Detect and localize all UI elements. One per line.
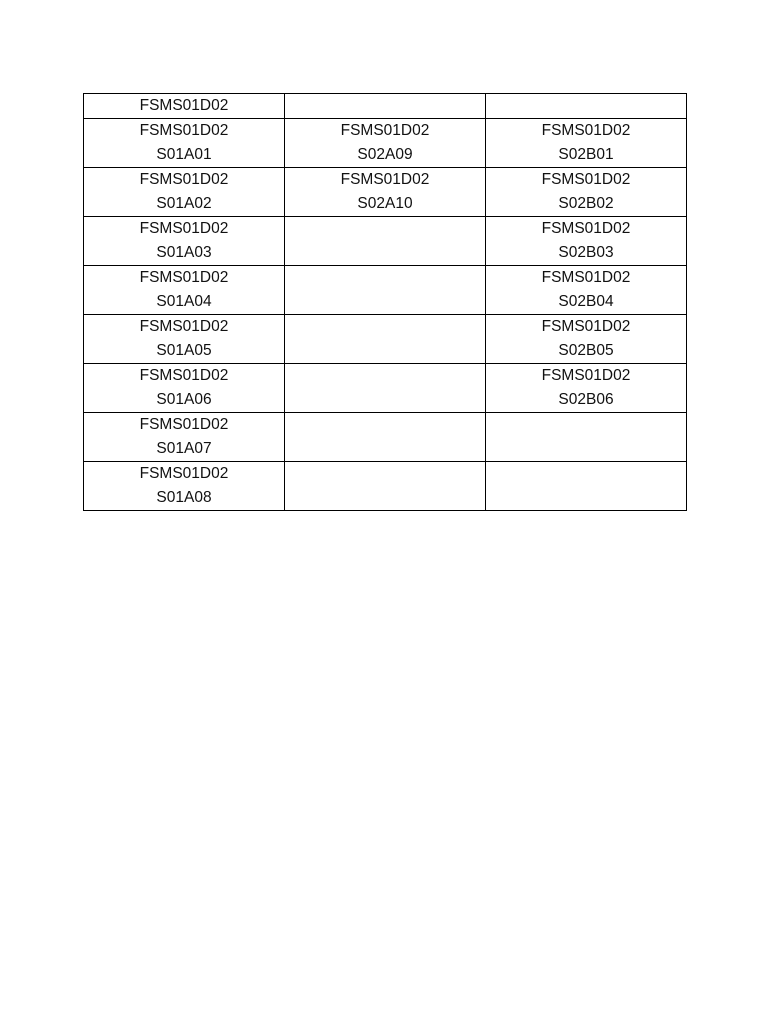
table-cell: FSMS01D02 — [84, 94, 285, 119]
table-cell — [285, 168, 486, 217]
cell-text-line: FSMS01D02 — [139, 220, 229, 237]
cell-text-line: S02B04 — [558, 293, 614, 310]
table-cell — [285, 413, 486, 462]
table-cell — [285, 217, 486, 266]
cell-text-line: S01A01 — [156, 146, 212, 163]
cell-text-line: FSMS01D02 — [139, 367, 229, 384]
table-cell — [486, 217, 687, 266]
table-cell — [486, 364, 687, 413]
table-cell — [486, 266, 687, 315]
table-cell — [285, 119, 486, 168]
cell-text-line: S01A05 — [156, 342, 212, 359]
table-cell — [84, 413, 285, 462]
table-row — [84, 217, 687, 266]
table-cell — [486, 462, 687, 511]
table-cell — [84, 462, 285, 511]
table-row — [84, 413, 687, 462]
table-cell — [486, 413, 687, 462]
table-row — [84, 94, 687, 119]
document-table — [83, 93, 687, 511]
table-cell — [285, 315, 486, 364]
table-cell — [285, 462, 486, 511]
cell-text-line: S02B03 — [558, 244, 614, 261]
cell-text-line: FSMS01D02 — [139, 416, 229, 433]
cell-text-line: FSMS01D02 — [541, 367, 631, 384]
cell-text-line: FSMS01D02 — [340, 122, 430, 139]
cell-text-line: S02B06 — [558, 391, 614, 408]
cell-text-line: S01A07 — [156, 440, 212, 457]
cell-text-line: FSMS01D02 — [340, 171, 430, 188]
table-cell — [486, 168, 687, 217]
cell-text-line: FSMS01D02 — [139, 318, 229, 335]
cell-text-line: FSMS01D02 — [541, 220, 631, 237]
cell-text-line: FSMS01D02 — [139, 465, 229, 482]
cell-text-line: S02B05 — [558, 342, 614, 359]
table-cell — [486, 94, 687, 119]
cell-text-line: FSMS01D02 — [541, 122, 631, 139]
cell-text-line: S02B01 — [558, 146, 614, 163]
table-row — [84, 315, 687, 364]
cell-text-line: FSMS01D02 — [139, 171, 229, 188]
cell-text-line: S02A09 — [357, 146, 413, 163]
table-row — [84, 168, 687, 217]
cell-text-line: S01A03 — [156, 244, 212, 261]
table-cell — [285, 94, 486, 119]
cell-text-line: FSMS01D02 — [139, 269, 229, 286]
table-cell — [84, 364, 285, 413]
table-cell — [84, 168, 285, 217]
table-cell — [84, 315, 285, 364]
table-cell — [84, 217, 285, 266]
table-cell — [285, 266, 486, 315]
table-row — [84, 119, 687, 168]
cell-text-line: S02B02 — [558, 195, 614, 212]
table-body — [84, 94, 687, 511]
table-cell — [84, 119, 285, 168]
cell-text-line: FSMS01D02 — [541, 318, 631, 335]
table-cell — [285, 364, 486, 413]
table-cell — [486, 119, 687, 168]
table-cell — [486, 315, 687, 364]
table-row — [84, 266, 687, 315]
cell-text-line: FSMS01D02 — [541, 171, 631, 188]
cell-text-line: S01A08 — [156, 489, 212, 506]
table-row — [84, 462, 687, 511]
cell-text-line: S01A04 — [156, 293, 212, 310]
cell-text-line: S01A02 — [156, 195, 212, 212]
cell-text-line: S01A06 — [156, 391, 212, 408]
cell-text-line: FSMS01D02 — [541, 269, 631, 286]
table-cell — [84, 266, 285, 315]
table-row — [84, 364, 687, 413]
cell-text-line: FSMS01D02 — [139, 122, 229, 139]
cell-text-line: S02A10 — [357, 195, 413, 212]
